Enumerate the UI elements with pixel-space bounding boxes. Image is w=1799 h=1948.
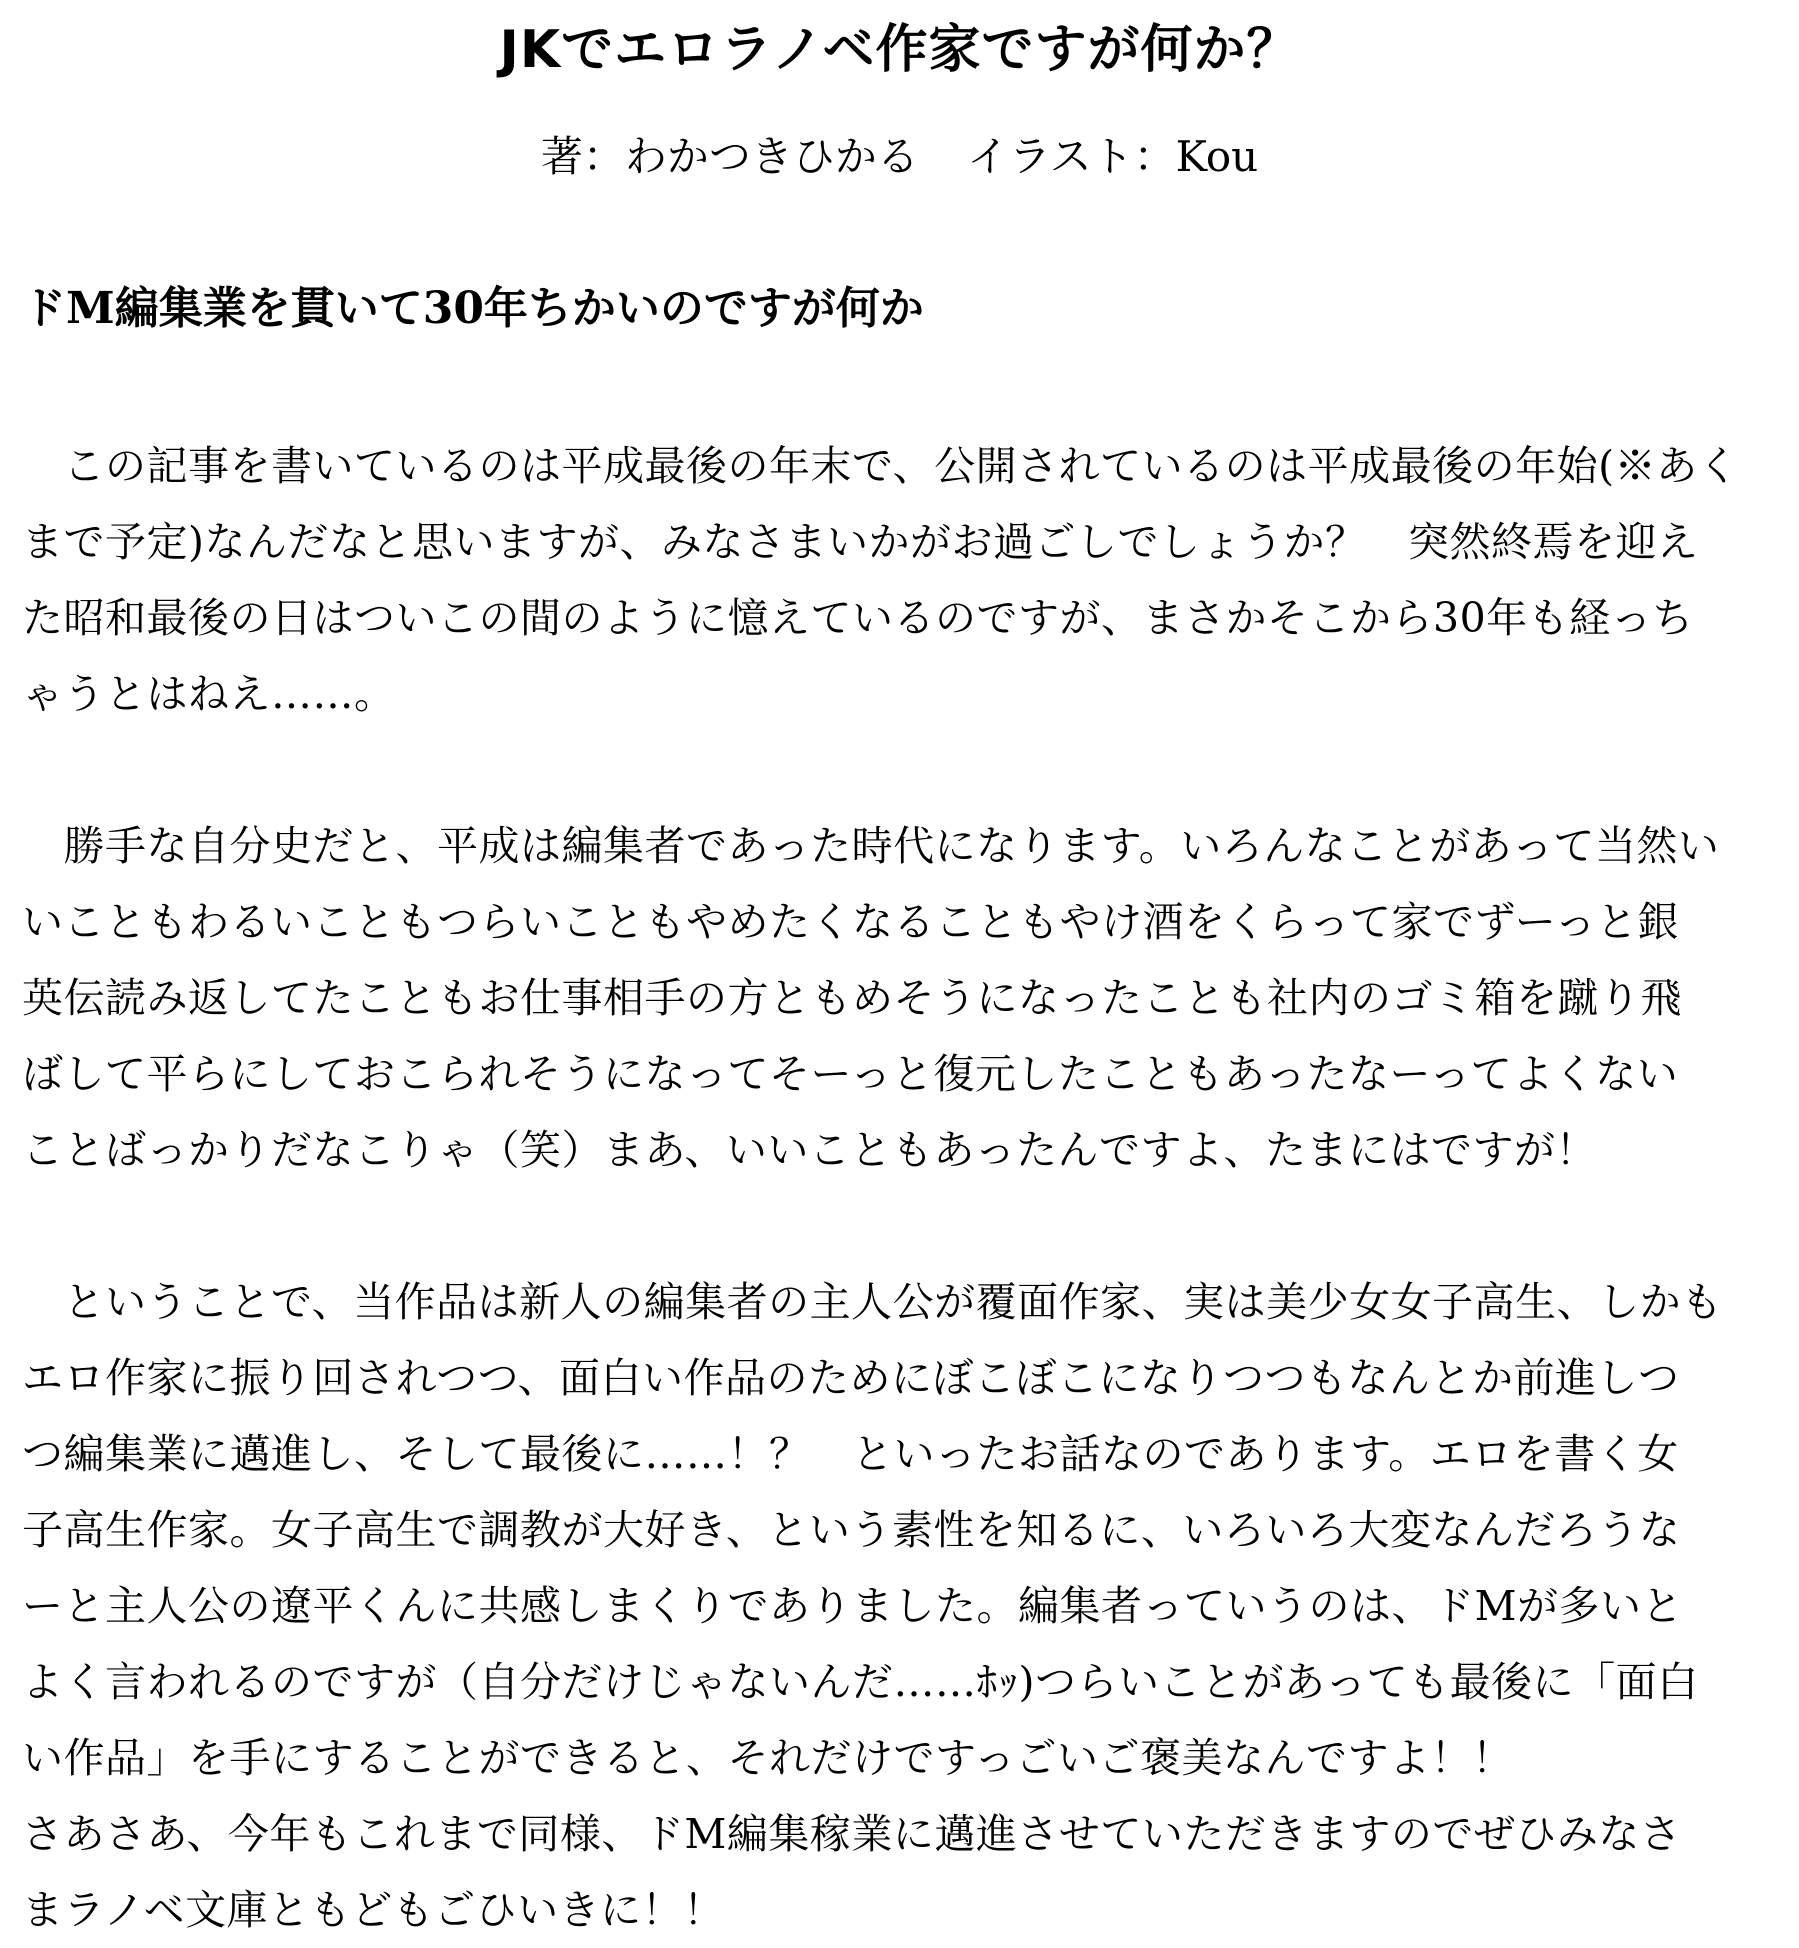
text-line: エロ作家に振り回されつつ、面白い作品のためにぼこぼこになりつつもなんとか前進しつ <box>22 1354 1680 1402</box>
text-line: ゃうとはねえ……。 <box>22 670 396 718</box>
paragraph <box>22 808 1780 1188</box>
byline <box>0 130 1799 184</box>
article-heading: ドM編集業を貫いて30年ちかいのですが何か <box>22 283 924 334</box>
paragraph-gap <box>22 1188 1780 1264</box>
article-body <box>22 428 1780 1948</box>
text-line: 英伝読み返してたこともお仕事相手の方ともめそうになったことも社内のゴミ箱を蹴り飛 <box>22 974 1682 1022</box>
text-line: 子高生作家。女子高生で調教が大好き、という素性を知るに、いろいろ大変なんだろうな <box>22 1506 1681 1554</box>
text-line: まラノベ文庫ともどもごひいきに！！ <box>22 1886 725 1934</box>
text-line: ばして平らにしておこられそうになってそーっと復元したこともあったなーってよくない <box>22 1050 1679 1098</box>
page-title: JKでエロラノベ作家ですが何か？ <box>499 20 1300 80</box>
paragraph <box>22 1264 1780 1948</box>
text-line: いこともわるいこともつらいこともやめたくなることもやけ酒をくらって家でずーっと銀 <box>22 898 1680 946</box>
text-line: まで予定)なんだなと思いますが、みなさまいかがお過ごしでしょうか？ 突然終焉を迎え <box>22 518 1699 566</box>
paragraph <box>22 428 1780 732</box>
text-line: ということで、当作品は新人の編集者の主人公が覆面作家、実は美少女女子高生、しかも <box>22 1278 1723 1326</box>
illustrator-credit: イラスト：Kou <box>966 132 1259 181</box>
text-line: この記事を書いているのは平成最後の年末で、公開されているのは平成最後の年始(※あく <box>22 442 1740 490</box>
text-line: い作品」を手にすることができると、それだけですっごいご褒美なんですよ！！ <box>22 1734 1514 1782</box>
text-line: ーと主人公の遼平くんに共感しまくりでありました。編集者っていうのは、ドMが多いと <box>22 1582 1683 1630</box>
text-line: さあさあ、今年もこれまで同様、ドM編集稼業に邁進させていただきますのでぜひみなさ <box>22 1810 1682 1858</box>
text-line: た昭和最後の日はついこの間のように憶えているのですが、まさかそこから30年も経っち <box>22 594 1694 642</box>
paragraph-gap <box>22 732 1780 808</box>
text-line: よく言われるのですが（自分だけじゃないんだ……ﾎｯ)つらいことがあっても最後に「面白 <box>22 1658 1699 1706</box>
text-line: 勝手な自分史だと、平成は編集者であった時代になります。いろんなことがあって当然い <box>22 822 1720 870</box>
text-line: つ編集業に邁進し、そして最後に……！？ といったお話なのであります。エロを書く女 <box>22 1430 1679 1478</box>
author-credit: 著：わかつきひかる <box>540 132 919 181</box>
text-line: ことばっかりだなこりゃ（笑）まあ、いいこともあったんですよ、たまにはですが！ <box>22 1126 1597 1174</box>
